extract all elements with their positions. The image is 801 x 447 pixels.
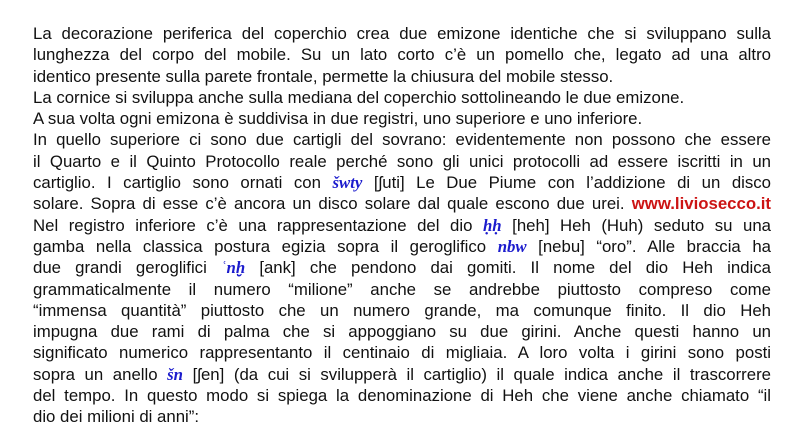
text-line [33,129,771,150]
text-segment: solare. Sopra di esse c’è ancora un disco solare dal quale escono due urei. [33,194,632,214]
hieroglyph-transliteration: šn [167,364,184,384]
hieroglyph-transliteration: šwty [332,173,363,193]
text-line [33,66,771,87]
text-line [33,44,771,65]
text-segment: [heh] Heh (Huh) seduto su una [501,215,771,235]
text-segment: [ʃuti] Le Due Piume con l’addizione di un disco [362,173,772,193]
text-line [33,279,771,300]
text-segment: A sua volta ogni emizona è suddivisa in due registri, uno superiore e uno inferiore. [33,109,643,129]
website-url: www.liviosecco.it [631,194,771,214]
text-segment: il Quarto e il Quinto Protocollo reale perché sono gli unici protocolli ad essere iscritti in un [33,151,771,171]
text-line [33,236,771,257]
text-segment: “immensa quantità” piuttosto che un numero grande, ma comunque finito. Il dio Heh [33,300,771,320]
text-segment: La decorazione periferica del coperchio crea due emizone identiche che si sviluppano sulla [33,24,771,43]
hieroglyph-transliteration: nbw [497,236,527,256]
text-segment: identico presente sulla parete frontale, permette la chiusura del mobile stesso. [33,66,614,86]
text-segment: lunghezza del corpo del mobile. Su un lato corto c’è un pomello che, legato ad una altro [33,45,771,65]
text-line [33,406,771,427]
text-segment: significato numerico rappresentanto il centinaio di migliaia. A loro volta i girini sono posti [33,343,771,363]
text-segment: sopra un anello [33,364,168,384]
text-segment: del tempo. In questo modo si spiega la denominazione di Heh che viene anche chiamato “il [33,386,771,406]
text-line [33,151,771,172]
text-line [33,215,771,236]
text-segment: [ʃen] (da cui si svilupperà il cartiglio) il quale indica anche il trascorrere [183,364,771,384]
text-line [33,108,771,129]
text-line [33,300,771,321]
text-segment: due grandi geroglifici [33,258,221,278]
text-segment: In quello superiore ci sono due cartigli del sovrano: evidentemente non possono che essere [33,130,771,150]
text-line [33,385,771,406]
text-line [33,193,771,214]
text-line [33,87,771,108]
text-line [33,342,771,363]
text-segment: impugna due rami di palma che si appoggiano su due girini. Anche questi hanno un [33,322,771,342]
text-block [33,23,771,428]
text-line [33,172,771,193]
text-segment: gamba nella classica postura egizia sopra il geroglifico [33,236,498,256]
text-line [33,364,771,385]
text-line [33,321,771,342]
text-line [33,257,771,278]
text-line [33,23,771,44]
text-segment: grammaticalmente il numero “milione” anche se andrebbe piuttosto compreso come [33,279,771,299]
text-segment: dio dei milioni di anni”: [33,407,200,427]
text-segment: [ank] che pendono dai gomiti. Il nome del dio Heh indica [245,258,771,278]
hieroglyph-transliteration: ʿnḫ [220,258,246,278]
hieroglyph-transliteration: ḥḥ [482,215,502,235]
text-segment: Nel registro inferiore c’è una rappresentazione del dio [33,215,483,235]
text-segment: [nebu] “oro”. Alle braccia ha [526,236,771,256]
text-segment: La cornice si sviluppa anche sulla mediana del coperchio sottolineando le due emizone. [33,87,685,107]
text-segment: cartiglio. I cartiglio sono ornati con [33,173,333,193]
